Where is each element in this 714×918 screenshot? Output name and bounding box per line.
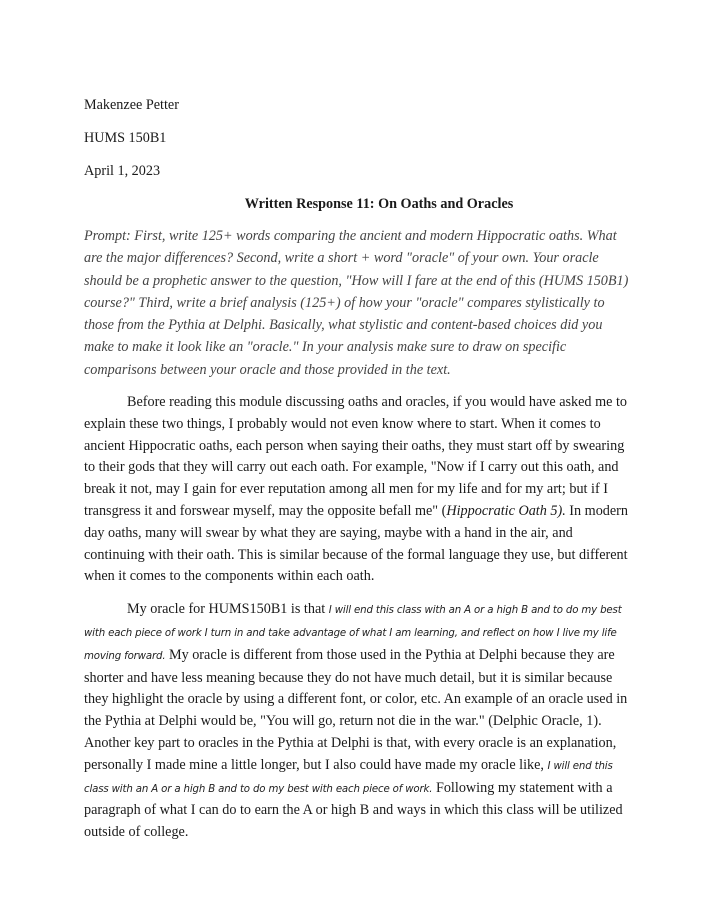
paragraph-oracle-intro: My oracle for HUMS150B1 is that <box>127 601 329 618</box>
prompt-text: Prompt: First, write 125+ words comparing the ancient and modern Hippocratic oaths. What are the major differences? Second, write a short + word "oracle" of your own. Your oracle should be a prophetic answer to the question, "How will I fare at the end of this (HUMS 150B1) course?" Third, write a brief analysis (125+) of how your "oracle" compares stylistically to those from the Pythia at Delphi. Basically, what stylistic and content-based choices did you make to make it look like an "oracle." In your analysis make sure to draw on specific comparisons between your oracle and those provided in the text. <box>84 228 629 378</box>
student-name: Makenzee Petter <box>84 97 179 113</box>
oracle-handwritten-short: I will end this class with an A or a high B and to do my best with each piece of work. <box>84 760 613 795</box>
paragraph-oracle <box>84 599 634 844</box>
paragraph-oracle-ending: Following my statement with a paragraph of what I can do to earn the A or high B and ways in which this class will be utilized outside of college. <box>84 779 623 841</box>
document-title: Written Response 11: On Oaths and Oracles <box>244 196 514 212</box>
course-code: HUMS 150B1 <box>84 130 167 146</box>
document-date: April 1, 2023 <box>84 163 161 179</box>
paragraph-oaths-text-1: Before reading this module discussing oaths and oracles, if you would have asked me to explain these two things, I probably would not even know where to start. When it comes to ancient Hippocratic oaths, each person when saying their oaths, they must start off by swearing to their gods that they will carry out each oath. For example, "Now if I carry out this oath, and break it not, may I gain for ever reputation among all men for my life and for my art; but if I transgress it and forswear myself, may the opposite befall me" ( <box>84 394 627 520</box>
document-page <box>84 94 634 855</box>
oracle-handwritten-full: I will end this class with an A or a high B and to do my best with each piece of work I turn in and take advantage of what I am learning, and reflect on how I live my life moving forward. <box>84 605 622 662</box>
paragraph-oaths-text-2: In modern day oaths, many will swear by what they are saying, maybe with a hand in the air, and continuing with their oath. This is similar because of the formal language they use, but different when it comes to the components within each oath. <box>84 503 629 585</box>
paragraph-oaths <box>84 392 634 588</box>
hippocratic-citation: Hippocratic Oath 5). <box>446 503 566 520</box>
paragraph-oracle-middle: My oracle is different from those used in the Pythia at Delphi because they are shorter and have less meaning because they do not have much detail, but it is similar because they highlight the oracle by using a different font, or color, etc. An example of an oracle used in the Pythia at Delphi would be, "You will go, return not die in the war." (Delphic Oracle, 1). Another key part to oracles in the Pythia at Delphi is that, with every oracle is an explanation, personally I made mine a little longer, but I also could have made my oracle like, <box>84 646 628 773</box>
